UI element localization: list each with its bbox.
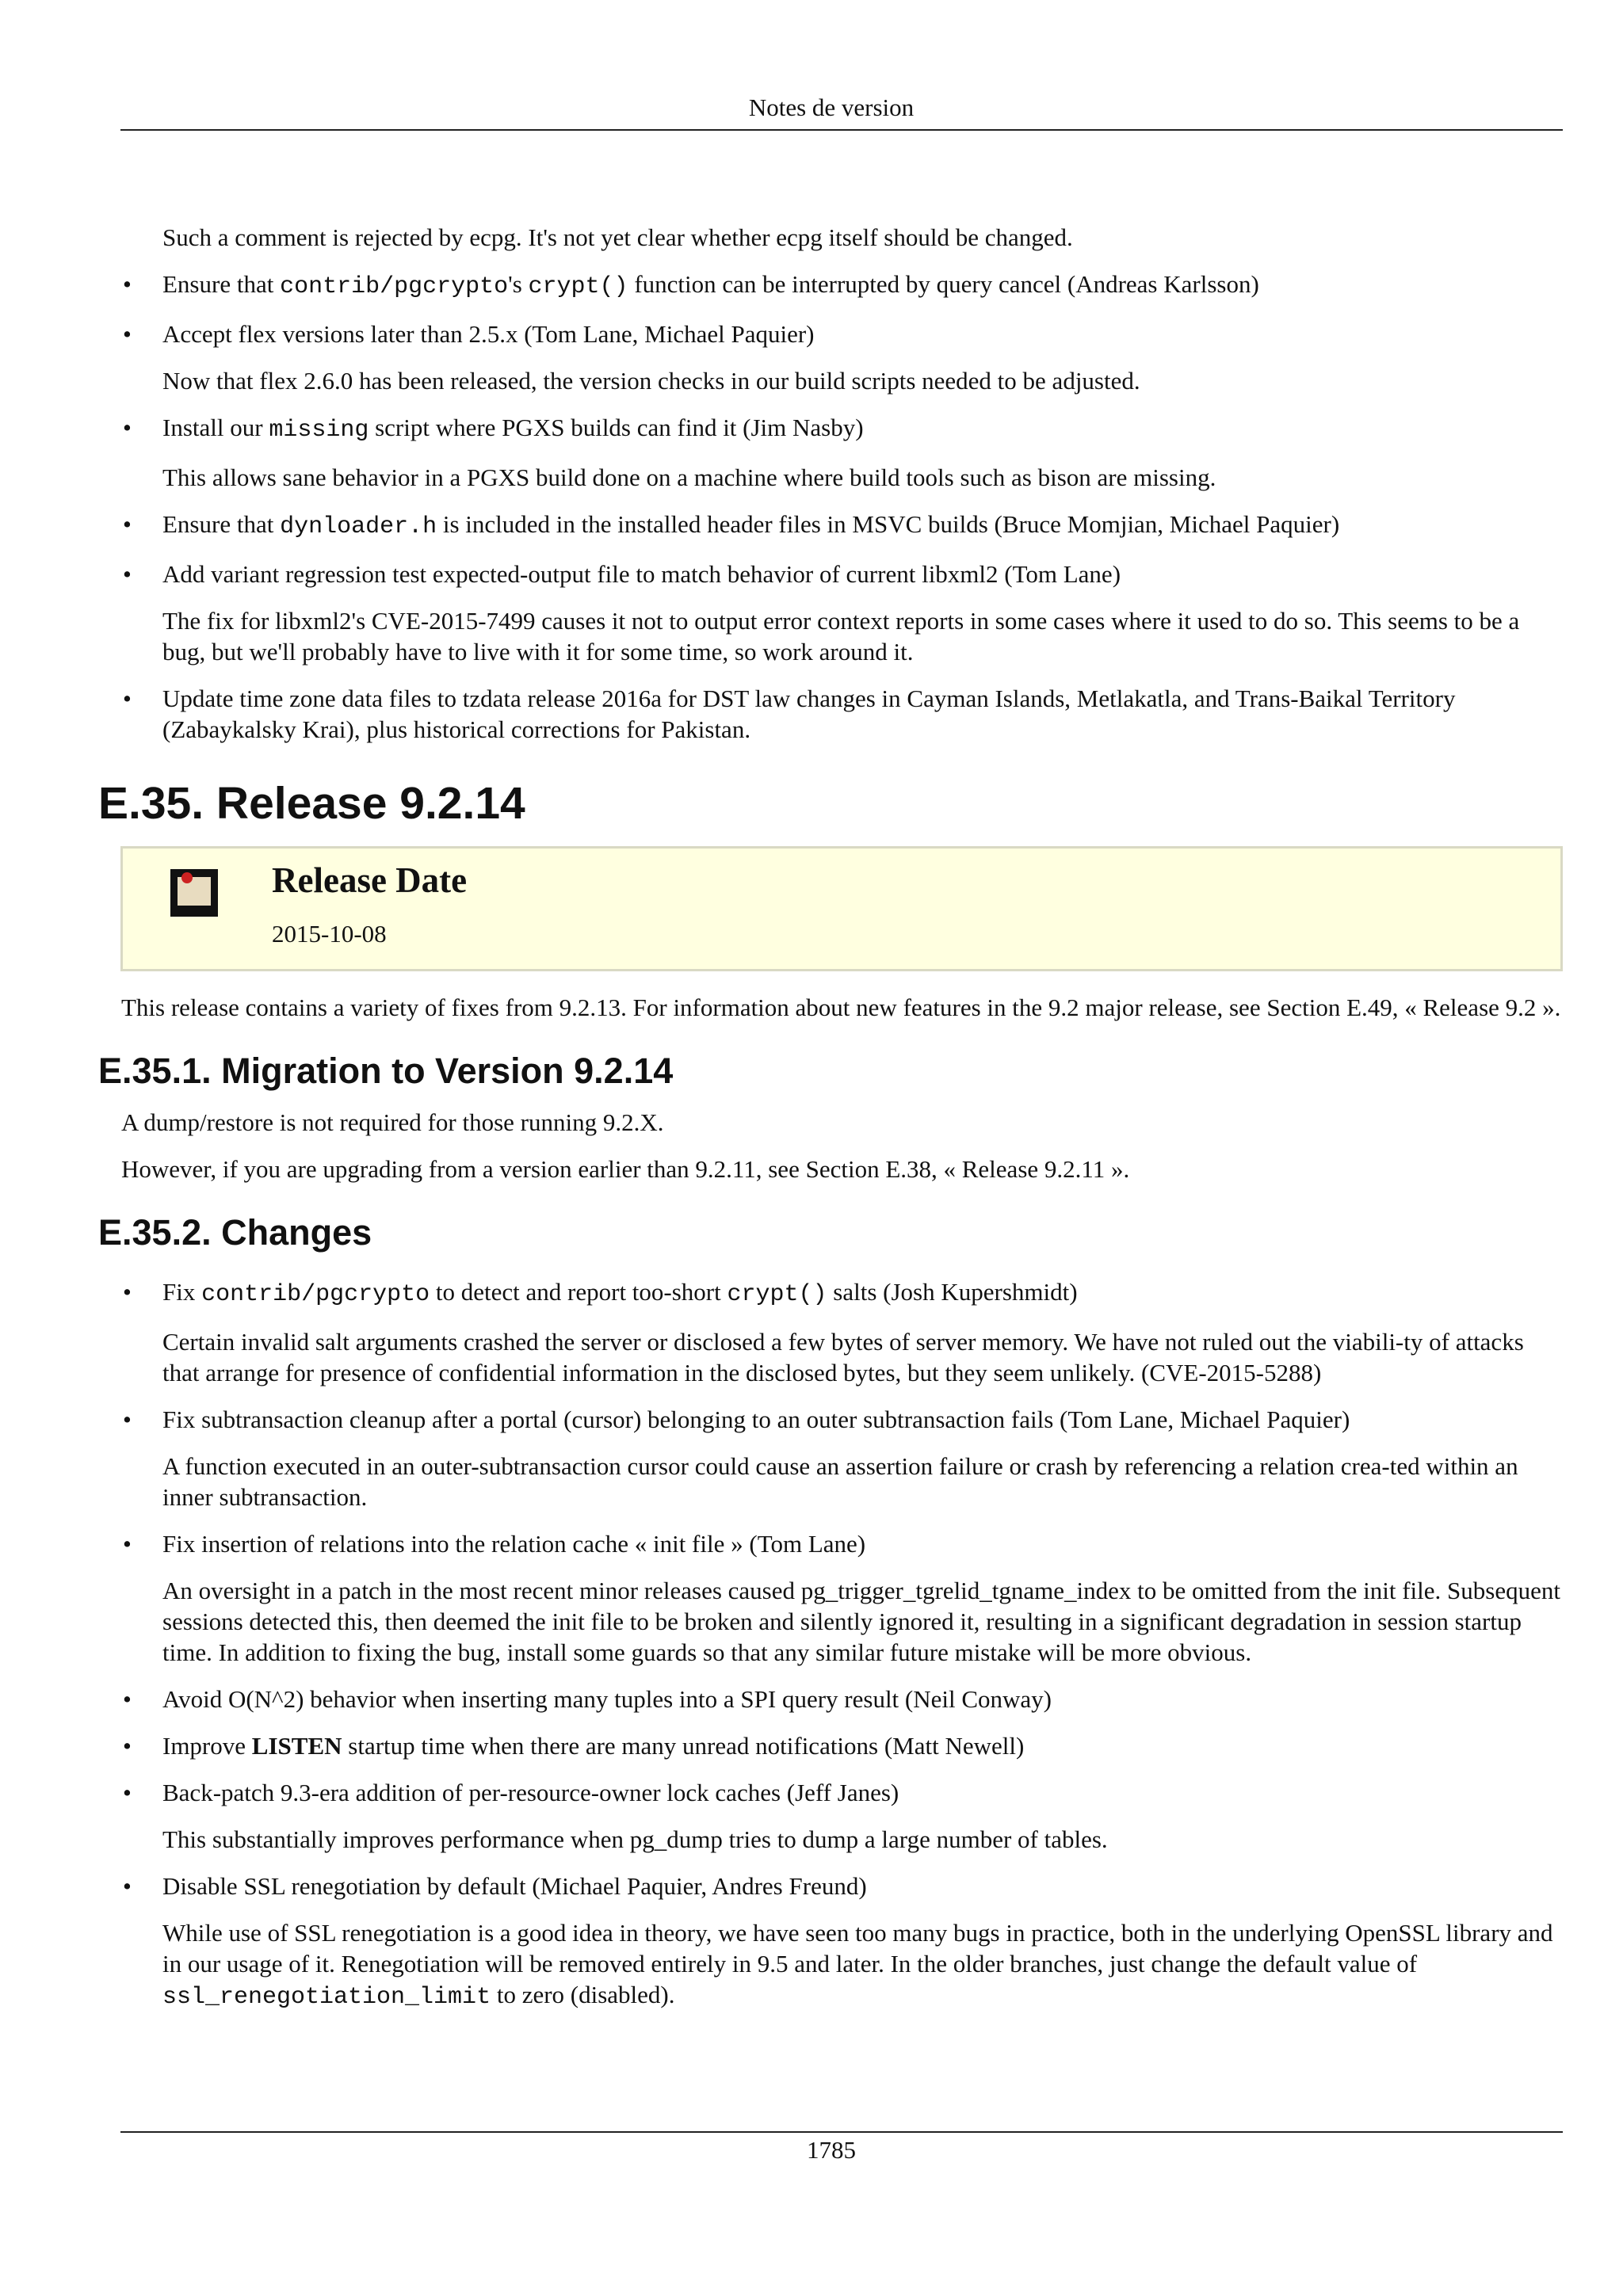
bullet: • — [123, 270, 132, 298]
item-detail: This allows sane behavior in a PGXS build done on a machine where build tools such as bison are missing. — [162, 463, 1216, 491]
continued-paragraph: Such a comment is rejected by ecpg. It's not yet clear whether ecpg itself should be changed. — [162, 223, 1073, 251]
migration-paragraph: A dump/restore is not required for those running 9.2.X. — [121, 1108, 664, 1136]
list-item — [0, 683, 1623, 745]
list-item — [0, 1276, 1623, 1310]
list-item — [0, 1730, 1623, 1761]
bullet: • — [123, 685, 132, 712]
item-detail: While use of SSL renegotiation is a good idea in theory, we have seen too many bugs in practice, both in the underlying OpenSSL library and in our usage of it. Renegotiation will be removed entirely in 9.5 and later. In the older branches, just change the default value of ssl_renegotiation_limit to zero (disabled). — [162, 1919, 1553, 2011]
code-literal: contrib/pgcrypto — [280, 273, 509, 300]
list-item — [0, 318, 1623, 349]
list-item — [0, 412, 1623, 446]
bullet: • — [123, 1530, 132, 1558]
item-text: Improve LISTEN startup time when there are many unread notifications (Matt Newell) — [162, 1732, 1025, 1760]
item-text: Fix insertion of relations into the relation cache « init file » (Tom Lane) — [162, 1530, 866, 1558]
item-detail: Certain invalid salt arguments crashed the server or disclosed a few bytes of server memory. We have not ruled out the viabili-ty of attacks that arrange for presence of confidential information in the disclosed bytes, but they seem unlikely. (CVE-2015-5288) — [162, 1328, 1524, 1386]
item-text: Fix subtransaction cleanup after a portal (cursor) belonging to an outer subtransaction fails (Tom Lane, Michael Paquier) — [162, 1405, 1350, 1433]
item-text: Disable SSL renegotiation by default (Michael Paquier, Andres Freund) — [162, 1872, 867, 1900]
list-item — [0, 269, 1623, 303]
bullet: • — [123, 510, 132, 538]
bullet: • — [123, 1685, 132, 1713]
bullet: • — [123, 560, 132, 588]
code-literal: contrib/pgcrypto — [201, 1281, 430, 1308]
list-item — [0, 1404, 1623, 1435]
code-literal: missing — [269, 417, 369, 444]
release-intro: This release contains a variety of fixes from 9.2.13. For information about new features in the 9.2 major release, see Section E.49, « Release 9.2 ». — [121, 994, 1561, 1021]
item-text: Add variant regression test expected-output file to match behavior of current libxml2 (Tom Lane) — [162, 560, 1121, 588]
code-literal: crypt() — [528, 273, 628, 300]
subsection-heading: E.35.2. Changes — [98, 1212, 372, 1253]
bullet: • — [123, 1405, 132, 1433]
item-detail: An oversight in a patch in the most recent minor releases caused pg_trigger_tgrelid_tgname_index to be omitted from the init file. Subsequent sessions detected this, then deemed the init file to be broken and silently ignored it, resulting in a significant degradation in session startup time. In addition to fixing the bug, install some guards so that any similar future mistake will be more obvious. — [162, 1577, 1560, 1666]
item-text: Back-patch 9.3-era addition of per-resource-owner lock caches (Jeff Janes) — [162, 1779, 899, 1806]
page-content — [0, 222, 1623, 2029]
release-date: 2015-10-08 — [272, 920, 387, 948]
item-text: Accept flex versions later than 2.5.x (Tom Lane, Michael Paquier) — [162, 320, 815, 348]
bullet: • — [123, 414, 132, 441]
bullet: • — [123, 1872, 132, 1900]
item-detail: A function executed in an outer-subtransaction cursor could cause an assertion failure or crash by referencing a relation crea-ted within an inner subtransaction. — [162, 1452, 1518, 1511]
bullet: • — [123, 1732, 132, 1760]
item-text: Update time zone data files to tzdata release 2016a for DST law changes in Cayman Islands, Metlakatla, and Trans-Baikal Territory (Zabaykalsky Krai), plus historical corrections for Pakistan. — [162, 685, 1456, 743]
code-literal: crypt() — [727, 1281, 827, 1308]
footer-rule — [120, 2131, 1563, 2133]
list-item — [0, 509, 1623, 543]
list-item — [0, 1871, 1623, 1901]
code-literal: dynloader.h — [280, 513, 437, 540]
item-text: Avoid O(N^2) behavior when inserting many tuples into a SPI query result (Neil Conway) — [162, 1685, 1052, 1713]
command-name: LISTEN — [251, 1732, 342, 1760]
item-detail: Now that flex 2.6.0 has been released, the version checks in our build scripts needed to be adjusted. — [162, 367, 1140, 395]
section-heading: E.35. Release 9.2.14 — [98, 778, 525, 829]
item-detail: This substantially improves performance when pg_dump tries to dump a large number of tables. — [162, 1825, 1108, 1853]
note-icon — [170, 869, 218, 917]
list-item — [0, 1528, 1623, 1559]
list-item — [0, 1684, 1623, 1714]
bullet: • — [123, 1278, 132, 1306]
bullet: • — [123, 1779, 132, 1806]
page-number: 1785 — [807, 2136, 856, 2164]
item-text: Ensure that contrib/pgcrypto's crypt() function can be interrupted by query cancel (Andreas Karlsson) — [162, 270, 1259, 300]
note-title: Release Date — [272, 860, 468, 900]
subsection-heading: E.35.1. Migration to Version 9.2.14 — [98, 1051, 674, 1091]
item-text: Ensure that dynloader.h is included in the installed header files in MSVC builds (Bruce Momjian, Michael Paquier) — [162, 510, 1340, 540]
release-date-note — [120, 846, 1563, 971]
migration-paragraph: However, if you are upgrading from a version earlier than 9.2.11, see Section E.38, « Release 9.2.11 ». — [121, 1155, 1130, 1183]
header-rule — [120, 129, 1563, 131]
running-header: Notes de version — [748, 93, 915, 121]
item-text: Install our missing script where PGXS builds can find it (Jim Nasby) — [162, 414, 864, 444]
list-item — [0, 559, 1623, 589]
list-item — [0, 1777, 1623, 1808]
bullet: • — [123, 320, 132, 348]
code-literal: ssl_renegotiation_limit — [162, 1984, 491, 2011]
item-detail: The fix for libxml2's CVE-2015-7499 causes it not to output error context reports in some cases where it used to do so. This seems to be a bug, but we'll probably have to live with it for some time, so work around it. — [162, 607, 1520, 666]
item-text: Fix contrib/pgcrypto to detect and report too-short crypt() salts (Josh Kupershmidt) — [162, 1278, 1078, 1308]
